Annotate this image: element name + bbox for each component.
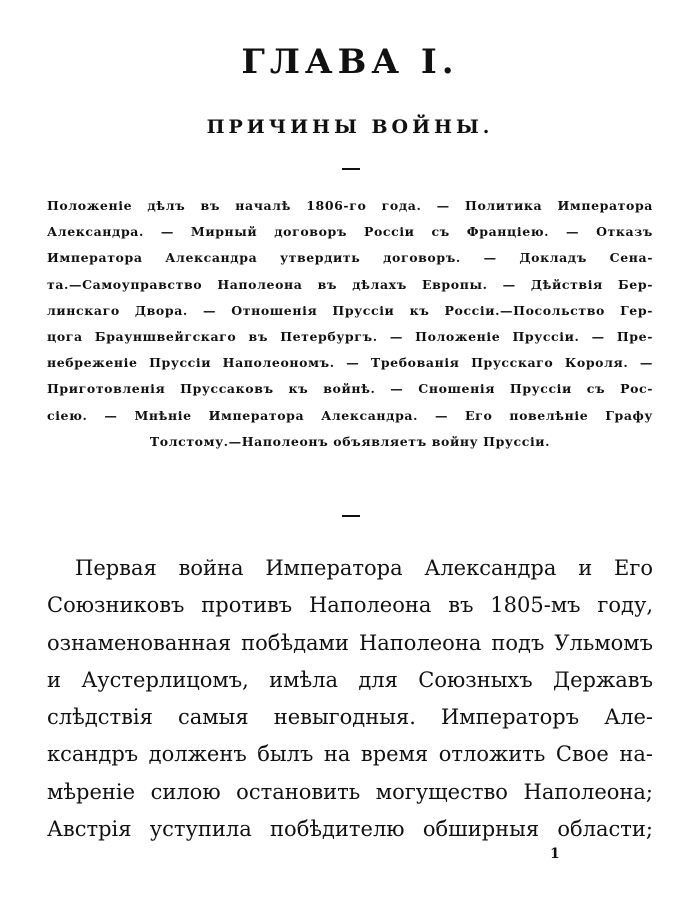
body-line: ознаменованная побѣдами Наполеона подъ Ульмомъ — [47, 630, 653, 655]
summary-line: Приготовленія Пруссаковъ къ войнѣ. — Сношенія Пруссіи съ Рос- — [47, 381, 653, 397]
body-line: слѣдствія самыя невыгодныя. Императоръ Але- — [47, 705, 653, 730]
body-line: и Аустерлицомъ, имѣла для Союзныхъ Державъ — [47, 667, 653, 692]
summary-line: Александра. — Мирный договоръ Россіи съ Франціею. — Отказъ — [47, 224, 653, 240]
body-line: мѣреніе силою остановить могущество Наполеона; — [47, 779, 653, 804]
chapter-subtitle: ПРИЧИНЫ ВОЙНЫ. — [206, 116, 494, 138]
section-divider — [342, 168, 360, 170]
body-text — [47, 550, 653, 848]
summary-line: Толстому.—Наполеонъ объявляетъ войну Пруссіи. — [149, 433, 551, 449]
body-line: ксандръ долженъ былъ на время отложить Свое на- — [47, 742, 653, 767]
summary-line: Императора Александра утвердить договоръ. — Докладъ Сена- — [47, 250, 653, 266]
chapter-title: ГЛАВА I. — [241, 42, 459, 82]
chapter-summary — [47, 193, 653, 455]
summary-line: линскаго Двора. — Отношенія Пруссіи къ Россіи.—Посольство Гер- — [47, 302, 653, 318]
body-line: Австрія уступила побѣдителю обширныя области; — [47, 817, 653, 842]
summary-line: цога Брауншвейгскаго въ Петербургъ. — Положеніе Пруссіи. — Пре- — [47, 329, 653, 345]
summary-line: Положеніе дѣлъ въ началѣ 1806-го года. — Политика Императора — [47, 198, 653, 213]
body-line: Союзниковъ противъ Наполеона въ 1805-мъ году, — [47, 593, 653, 618]
section-divider — [342, 515, 360, 517]
page-number: 1 — [550, 846, 560, 862]
summary-line: сіею. — Мнѣніе Императора Александра. — Его повелѣніе Графу — [47, 407, 653, 423]
body-line: Первая война Императора Александра и Его — [75, 556, 653, 580]
summary-line: небреженіе Пруссіи Наполеономъ. — Требованія Прусскаго Короля. — — [47, 355, 653, 371]
summary-line: та.—Самоуправство Наполеона въ дѣлахъ Европы. — Дѣйствія Бер- — [47, 276, 653, 292]
